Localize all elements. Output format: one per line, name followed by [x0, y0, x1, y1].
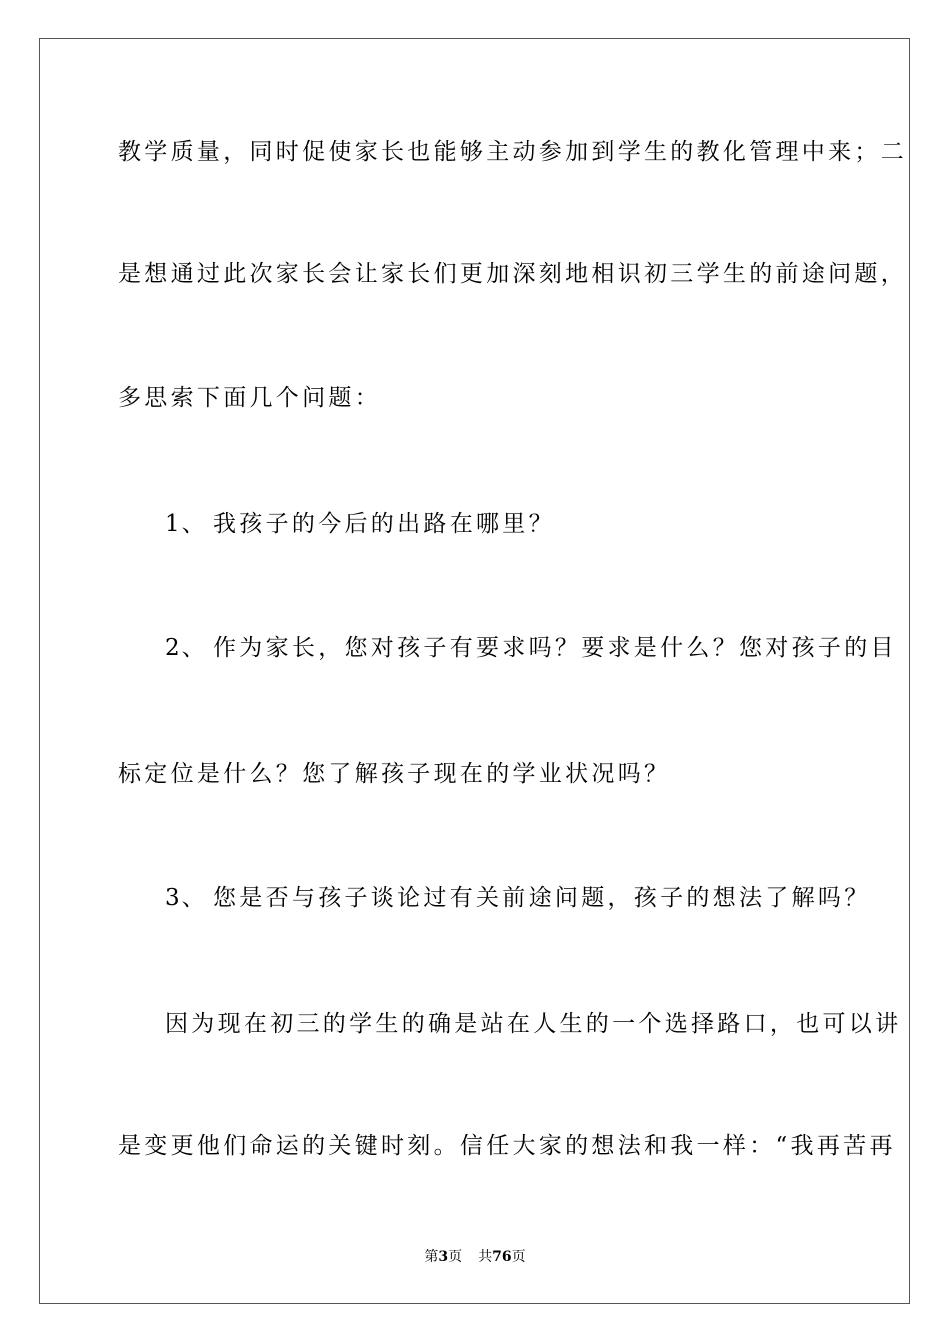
footer-total-suffix: 页 [511, 1249, 526, 1265]
list-number: 3、 [165, 885, 207, 911]
footer-page-suffix: 页 [448, 1249, 463, 1265]
footer-total-pages: 76 [492, 1249, 512, 1265]
footer-page-number: 3 [438, 1249, 449, 1265]
paragraph-line-3: 多思索下面几个问题： [118, 385, 381, 411]
footer-total-prefix: 共 [478, 1249, 493, 1265]
list-item-3 [165, 883, 871, 913]
list-text: 您是否与孩子谈论过有关前途问题，孩子的想法了解吗？ [213, 885, 871, 911]
list-item-1 [165, 509, 555, 539]
closing-line-1: 因为现在初三的学生的确是站在人生的一个选择路口，也可以讲 [165, 1011, 902, 1037]
list-number: 1、 [165, 511, 207, 537]
list-text: 作为家长，您对孩子有要求吗？要求是什么？您对孩子的目 [213, 635, 897, 661]
list-item-2-continuation: 标定位是什么？您了解孩子现在的学业状况吗？ [118, 761, 671, 787]
list-item-2 [165, 633, 897, 663]
page-footer [0, 1248, 950, 1266]
list-text: 我孩子的今后的出路在哪里？ [213, 511, 555, 537]
page-border [39, 38, 910, 1304]
closing-line-2: 是变更他们命运的关键时刻。信任大家的想法和我一样：“我再苦再 [118, 1133, 896, 1159]
paragraph-line-2: 是想通过此次家长会让家长们更加深刻地相识初三学生的前途问题， [118, 261, 907, 287]
paragraph-line-1: 教学质量，同时促使家长也能够主动参加到学生的教化管理中来；二 [118, 139, 907, 165]
footer-prefix: 第 [424, 1249, 439, 1265]
list-number: 2、 [165, 635, 207, 661]
